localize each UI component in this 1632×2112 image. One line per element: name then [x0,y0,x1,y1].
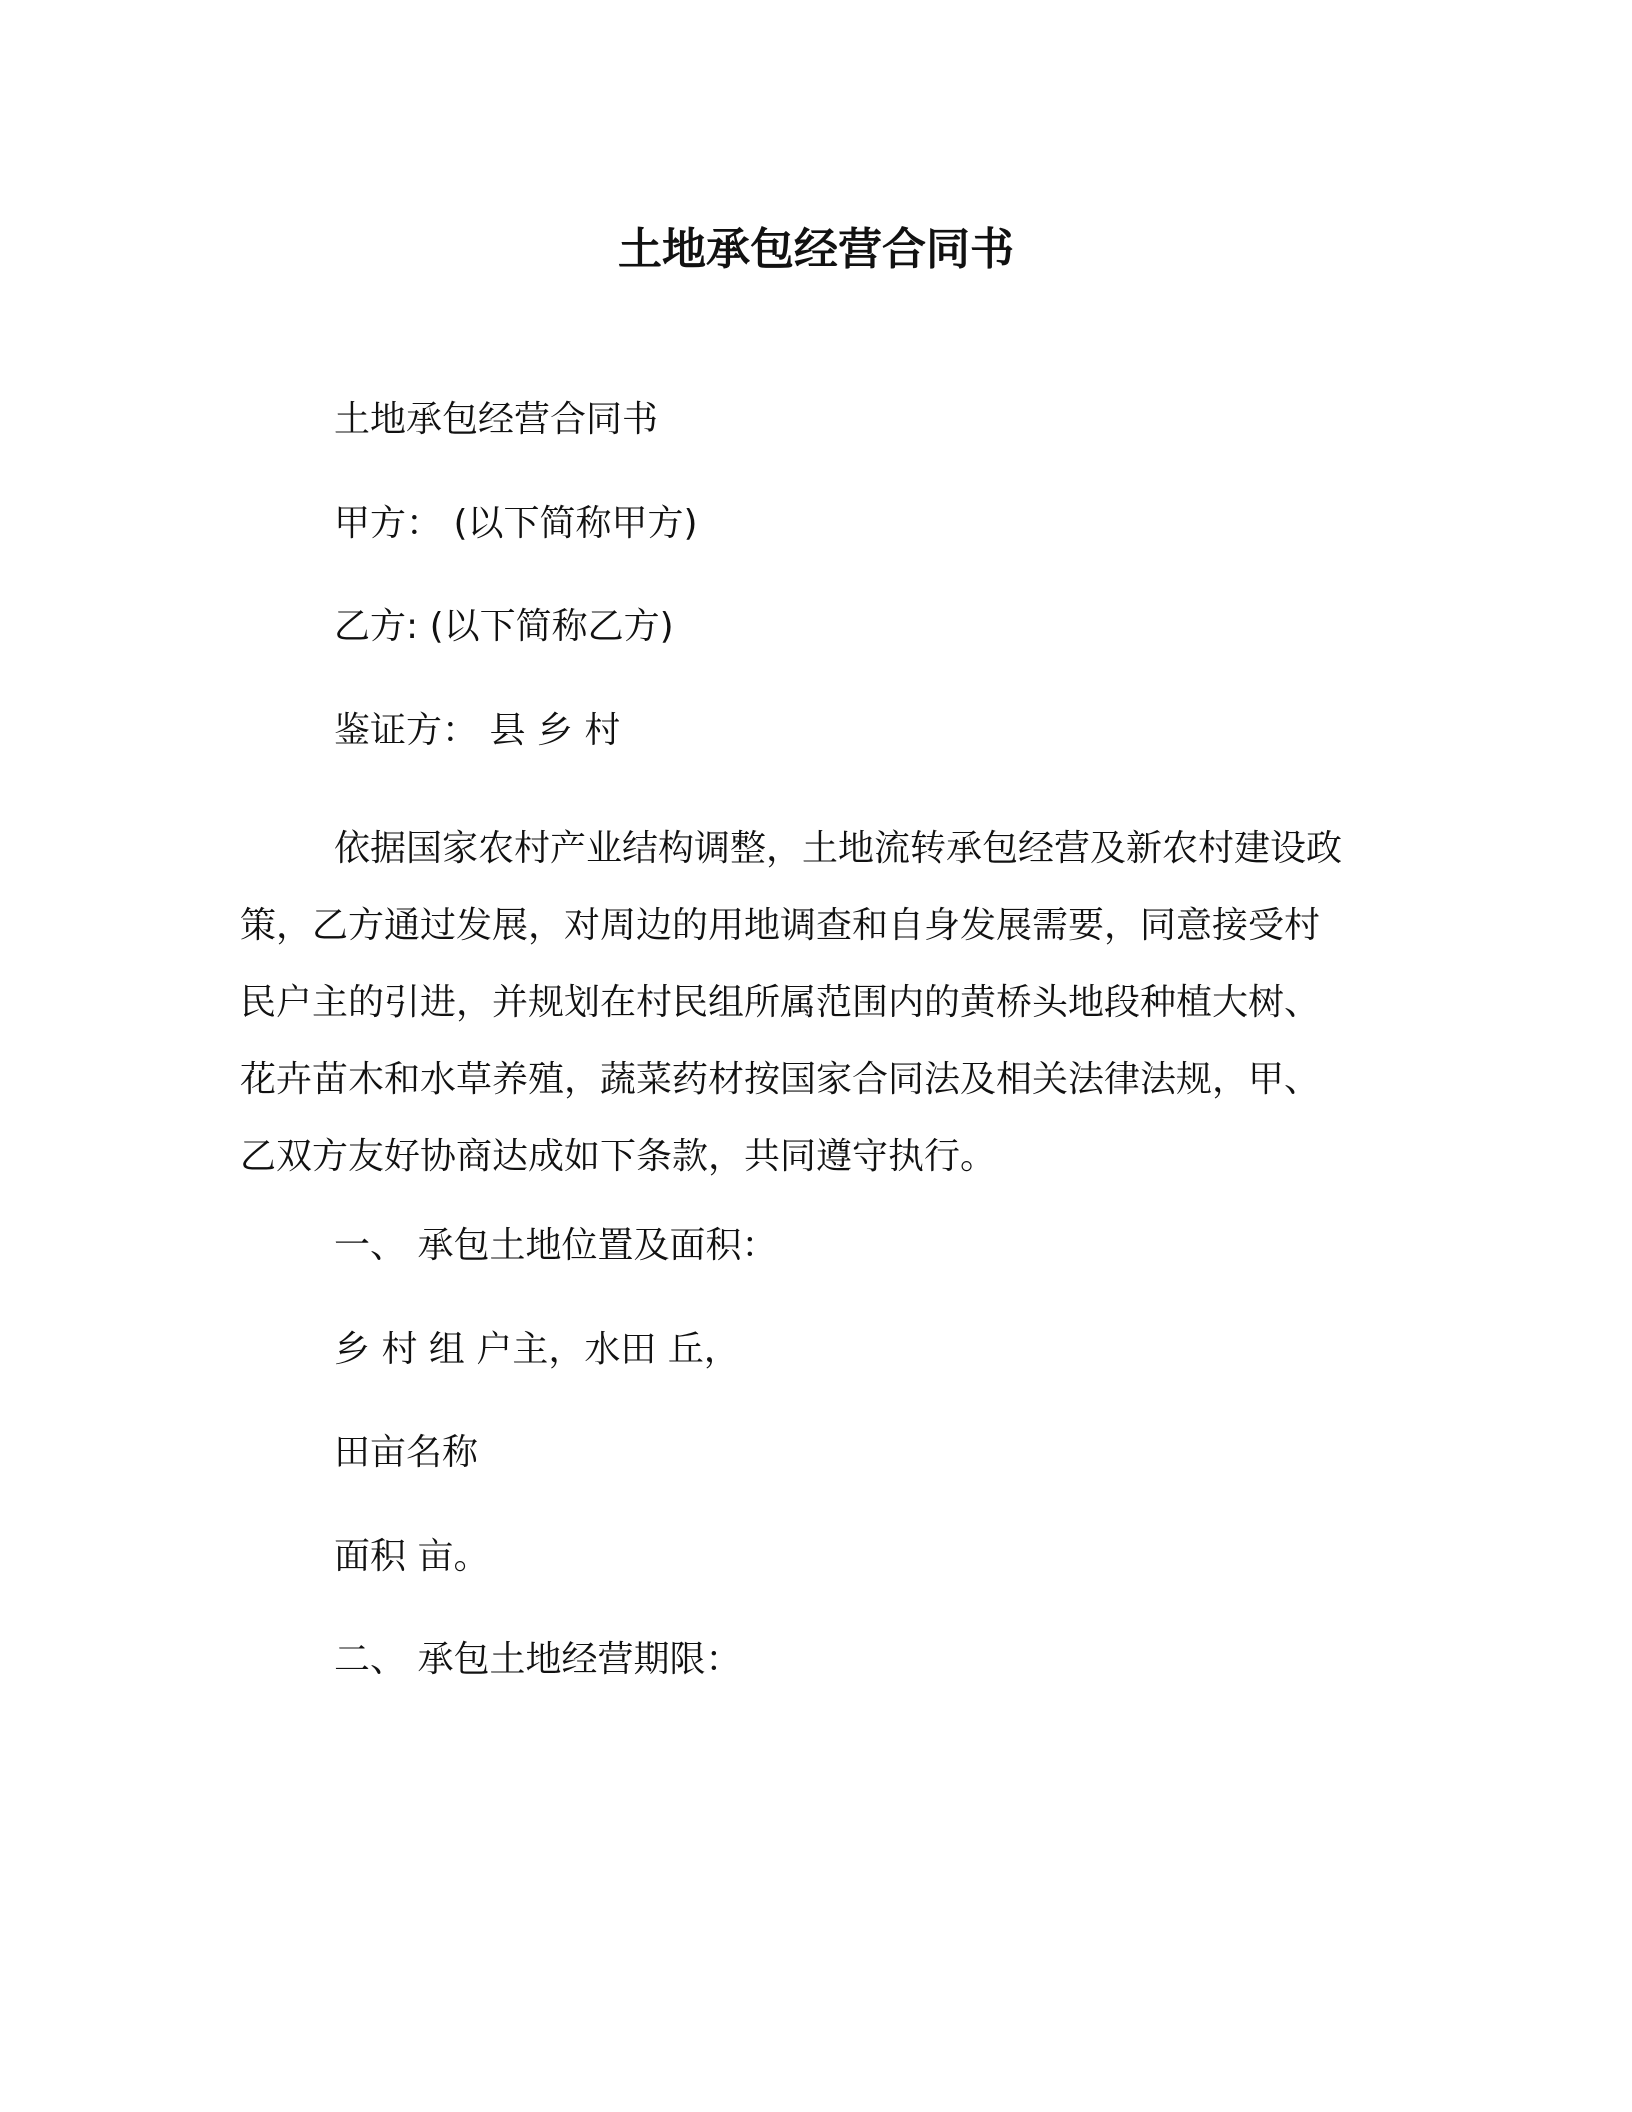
party-a-line: 甲方： (以下简称甲方) [334,503,698,544]
section-1-heading: 一、 承包土地位置及面积： [334,1225,778,1266]
section-1-location: 乡 村 组 户主，水田 丘， [334,1329,740,1370]
intro-line: 依据国家农村产业结构调整，土地流转承包经营及新农村建设政 [334,828,1343,869]
intro-paragraph [240,810,1390,1195]
party-b-line: 乙方: (以下简称乙方) [334,606,674,647]
document-subtitle: 土地承包经营合同书 [334,399,659,440]
witness-line: 鉴证方： 县 乡 村 [334,710,621,751]
intro-line: 策，乙方通过发展，对周边的用地调查和自身发展需要，同意接受村 [240,905,1321,946]
intro-line: 民户主的引进，并规划在村民组所属范围内的黄桥头地段种植大树、 [240,982,1321,1023]
document-title: 土地承包经营合同书 [618,224,1014,275]
section-2-heading: 二、 承包土地经营期限： [334,1639,742,1680]
intro-line: 乙双方友好协商达成如下条款，共同遵守执行。 [240,1136,997,1177]
intro-line: 花卉苗木和水草养殖，蔬菜药材按国家合同法及相关法律法规，甲、 [240,1059,1321,1100]
section-1-field-name: 田亩名称 [334,1432,479,1473]
section-1-area: 面积 亩。 [334,1536,490,1577]
